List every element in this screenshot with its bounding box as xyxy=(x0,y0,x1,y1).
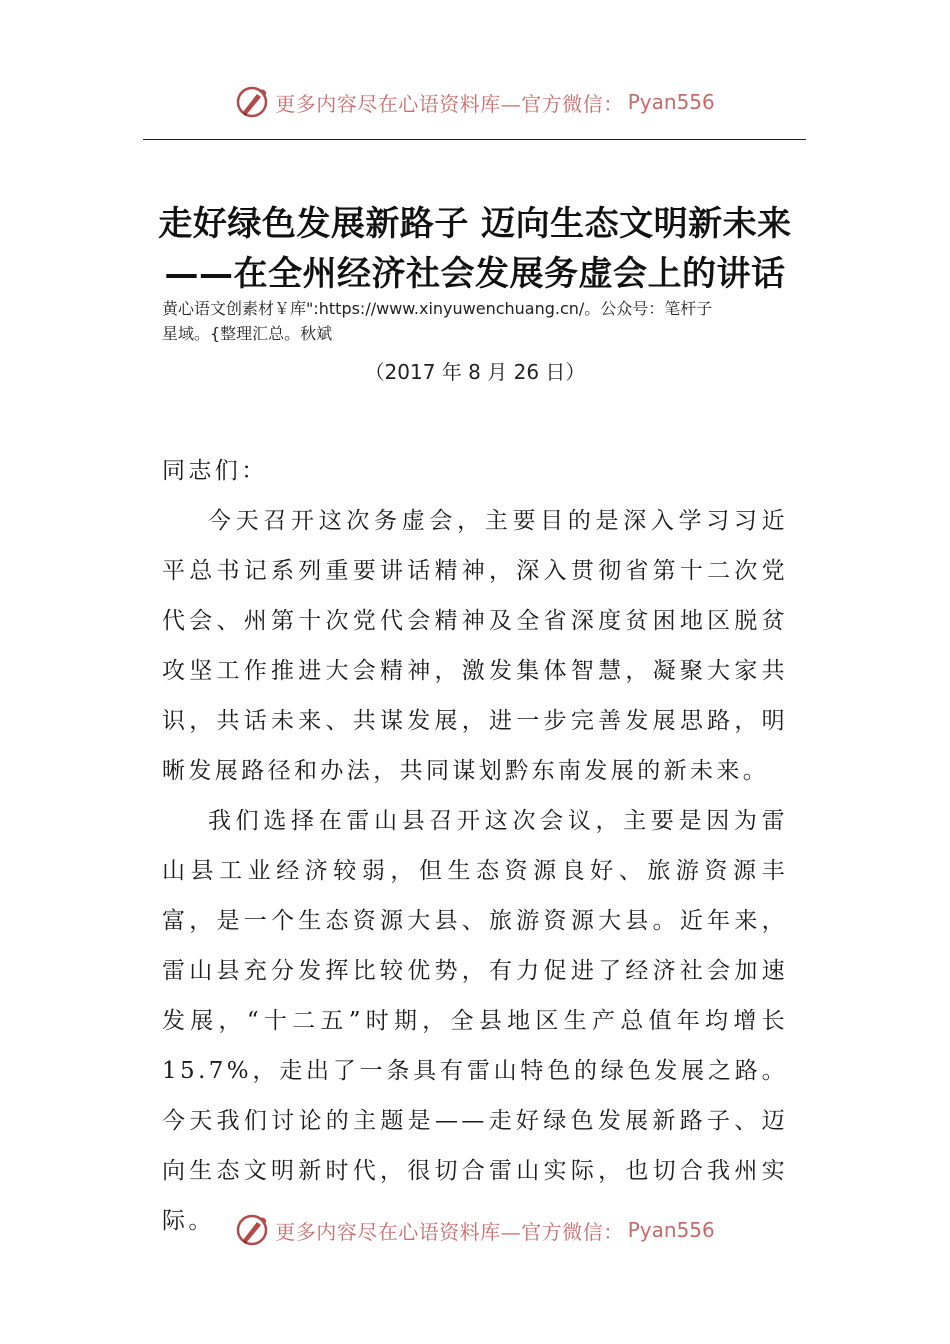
greeting: 同志们： xyxy=(162,458,268,484)
pen-circle-icon xyxy=(235,1213,269,1247)
paragraph-1: 今天召开这次务虚会，主要目的是深入学习习近平总书记系列重要讲话精神，深入贯彻省第十二次党代会、州第十次党代会精神及全省深度贫困地区脱贫攻坚工作推进大会精神，激发集体智慧，凝聚大家共识，共话未来、共谋发展，进一步完善发展思路，明晰发展路径和办法，共同谋划黔东南发展的新未来。 xyxy=(162,508,788,784)
header-watermark xyxy=(0,82,950,122)
paragraph-2: 我们选择在雷山县召开这次会议，主要是因为雷山县工业经济较弱，但生态资源良好、旅游资源丰富，是一个生态资源大县、旅游资源大县。近年来，雷山县充分发挥比较优势，有力促进了经济社会加速发展，“十二五”时期，全县地区生产总值年均增长15.7%，走出了一条具有雷山特色的绿色发展之路。今天我们讨论的主题是——走好绿色发展新路子、迈向生态文明新时代，很切合雷山实际，也切合我州实际。 xyxy=(162,808,788,1234)
watermark-wechat-id: Pyan556 xyxy=(627,1218,715,1242)
pen-circle-icon xyxy=(235,85,269,119)
source-line-1: 黄心语文创素材￥库":https://www.xinyuwenchuang.cn/。公众号：笔杆子 xyxy=(162,299,713,318)
watermark-text: 更多内容尽在心语资料库—官方微信： xyxy=(275,91,624,116)
footer-watermark xyxy=(0,1210,950,1250)
watermark-text: 更多内容尽在心语资料库—官方微信： xyxy=(275,1219,624,1244)
watermark-wechat-id: Pyan556 xyxy=(627,90,715,114)
document-subtitle: ——在全州经济社会发展务虚会上的讲话 xyxy=(164,254,786,294)
source-note xyxy=(162,296,792,346)
speech-body xyxy=(162,446,788,1246)
speech-date: （2017 年 8 月 26 日） xyxy=(364,360,586,384)
header-rule xyxy=(143,139,806,140)
document-title: 走好绿色发展新路子 迈向生态文明新未来 xyxy=(158,204,792,244)
source-line-2: 星域。{整理汇总。秋斌 xyxy=(162,324,333,343)
